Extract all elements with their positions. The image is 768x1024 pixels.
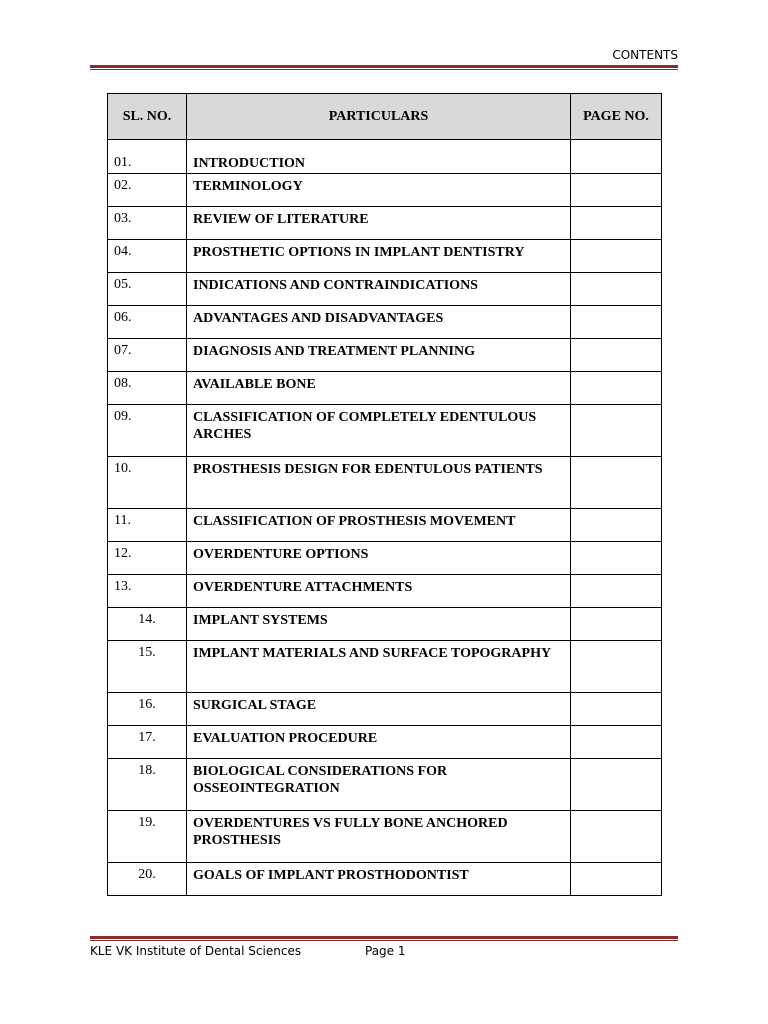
row-number: 03.	[108, 207, 187, 240]
row-particulars: SURGICAL STAGE	[187, 693, 571, 726]
table-row	[108, 273, 662, 306]
row-number: 11.	[108, 509, 187, 542]
row-particulars: PROSTHETIC OPTIONS IN IMPLANT DENTISTRY	[187, 240, 571, 273]
row-number: 04.	[108, 240, 187, 273]
row-number: 06.	[108, 306, 187, 339]
column-header-particulars: PARTICULARS	[187, 94, 571, 140]
row-page-number	[571, 863, 662, 896]
row-number: 01.	[108, 140, 187, 174]
row-number: 09.	[108, 405, 187, 457]
row-number: 19.	[108, 811, 187, 863]
row-particulars: OVERDENTURE ATTACHMENTS	[187, 575, 571, 608]
row-particulars: INDICATIONS AND CONTRAINDICATIONS	[187, 273, 571, 306]
table-row	[108, 726, 662, 759]
table-row	[108, 811, 662, 863]
row-number: 12.	[108, 542, 187, 575]
row-number: 18.	[108, 759, 187, 811]
table-row	[108, 339, 662, 372]
row-particulars: TERMINOLOGY	[187, 174, 571, 207]
row-number: 10.	[108, 457, 187, 509]
table-row	[108, 641, 662, 693]
table-row	[108, 457, 662, 509]
column-header-sl-no: SL. NO.	[108, 94, 187, 140]
table-row	[108, 863, 662, 896]
row-number: 07.	[108, 339, 187, 372]
header-rule	[90, 65, 678, 70]
row-number: 08.	[108, 372, 187, 405]
row-page-number	[571, 575, 662, 608]
table-row	[108, 140, 662, 174]
page-footer	[90, 944, 406, 958]
row-particulars: DIAGNOSIS AND TREATMENT PLANNING	[187, 339, 571, 372]
row-particulars: IMPLANT SYSTEMS	[187, 608, 571, 641]
column-header-page-no: PAGE NO.	[571, 94, 662, 140]
table-row	[108, 509, 662, 542]
row-page-number	[571, 811, 662, 863]
row-page-number	[571, 542, 662, 575]
page-header-title: CONTENTS	[612, 48, 678, 62]
row-page-number	[571, 140, 662, 174]
row-particulars: EVALUATION PROCEDURE	[187, 726, 571, 759]
table-header-row	[108, 94, 662, 140]
row-number: 20.	[108, 863, 187, 896]
row-page-number	[571, 306, 662, 339]
table-row	[108, 575, 662, 608]
row-page-number	[571, 405, 662, 457]
table-row	[108, 306, 662, 339]
table-row	[108, 174, 662, 207]
table-row	[108, 405, 662, 457]
footer-page-number: Page 1	[365, 944, 406, 958]
row-particulars: IMPLANT MATERIALS AND SURFACE TOPOGRAPHY	[187, 641, 571, 693]
row-page-number	[571, 273, 662, 306]
row-particulars: ADVANTAGES AND DISADVANTAGES	[187, 306, 571, 339]
row-particulars: BIOLOGICAL CONSIDERATIONS FOR OSSEOINTEGRATION	[187, 759, 571, 811]
row-particulars: OVERDENTURE OPTIONS	[187, 542, 571, 575]
row-particulars: INTRODUCTION	[187, 140, 571, 174]
row-number: 17.	[108, 726, 187, 759]
row-particulars: CLASSIFICATION OF COMPLETELY EDENTULOUS ARCHES	[187, 405, 571, 457]
row-number: 13.	[108, 575, 187, 608]
row-page-number	[571, 372, 662, 405]
table-row	[108, 693, 662, 726]
row-number: 14.	[108, 608, 187, 641]
table-row	[108, 240, 662, 273]
row-particulars: PROSTHESIS DESIGN FOR EDENTULOUS PATIENTS	[187, 457, 571, 509]
row-page-number	[571, 174, 662, 207]
row-page-number	[571, 240, 662, 273]
row-page-number	[571, 509, 662, 542]
row-page-number	[571, 339, 662, 372]
row-page-number	[571, 641, 662, 693]
row-particulars: CLASSIFICATION OF PROSTHESIS MOVEMENT	[187, 509, 571, 542]
contents-table	[107, 93, 662, 896]
row-page-number	[571, 759, 662, 811]
row-particulars: AVAILABLE BONE	[187, 372, 571, 405]
row-page-number	[571, 726, 662, 759]
row-number: 02.	[108, 174, 187, 207]
table-row	[108, 608, 662, 641]
row-page-number	[571, 457, 662, 509]
footer-rule	[90, 936, 678, 941]
row-page-number	[571, 608, 662, 641]
row-particulars: OVERDENTURES VS FULLY BONE ANCHORED PROSTHESIS	[187, 811, 571, 863]
row-number: 05.	[108, 273, 187, 306]
row-particulars: GOALS OF IMPLANT PROSTHODONTIST	[187, 863, 571, 896]
row-page-number	[571, 207, 662, 240]
row-particulars: REVIEW OF LITERATURE	[187, 207, 571, 240]
row-number: 16.	[108, 693, 187, 726]
row-number: 15.	[108, 641, 187, 693]
table-row	[108, 207, 662, 240]
row-page-number	[571, 693, 662, 726]
table-row	[108, 542, 662, 575]
footer-institution: KLE VK Institute of Dental Sciences	[90, 944, 302, 958]
table-row	[108, 759, 662, 811]
table-row	[108, 372, 662, 405]
